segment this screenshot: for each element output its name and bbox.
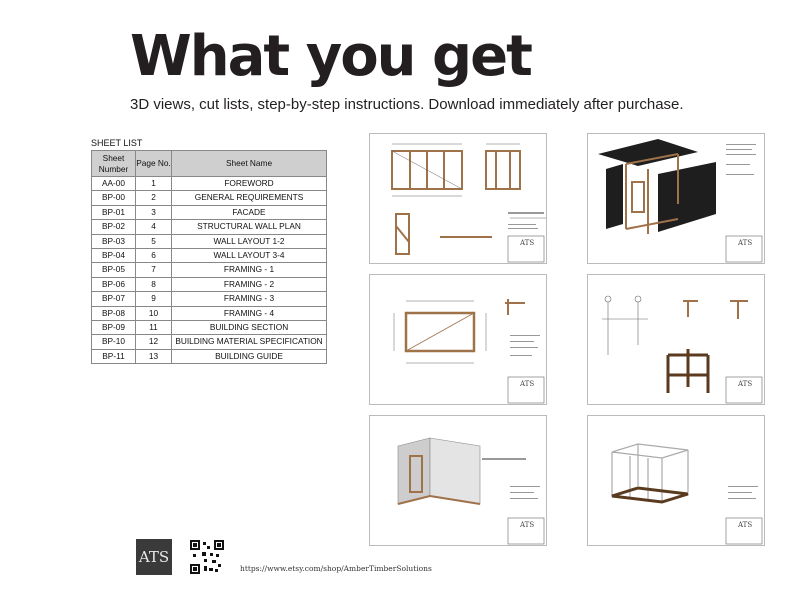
table-row <box>92 177 327 191</box>
cell-page-no: 8 <box>136 277 172 291</box>
table-row <box>92 263 327 277</box>
cell-sheet-number: BP-06 <box>92 277 136 291</box>
cell-sheet-number: BP-01 <box>92 205 136 219</box>
thumbnail-framing-details <box>587 274 765 405</box>
drawing-wall-elevations <box>370 134 546 263</box>
qr-code-icon <box>190 540 224 574</box>
cell-sheet-name: FOREWORD <box>172 177 327 191</box>
table-row <box>92 234 327 248</box>
table-row <box>92 220 327 234</box>
cell-sheet-name: WALL LAYOUT 3-4 <box>172 249 327 263</box>
column-header-sheet-name: Sheet Name <box>172 151 327 177</box>
thumbnail-floor-framing-plan <box>369 274 547 405</box>
cell-page-no: 5 <box>136 234 172 248</box>
shop-url: https://www.etsy.com/shop/AmberTimberSolutions <box>240 564 432 573</box>
drawing-3d-frame-sheathed <box>370 416 546 545</box>
cell-sheet-number: BP-00 <box>92 191 136 205</box>
sheet-list-caption: SHEET LIST <box>91 138 143 148</box>
page-subtitle: 3D views, cut lists, step-by-step instructions. Download immediately after purchase. <box>130 96 684 113</box>
title-block-stamp: ATS <box>520 239 535 247</box>
thumbnail-exploded-3d-view <box>587 133 765 264</box>
cell-sheet-name: FRAMING - 4 <box>172 306 327 320</box>
table-row <box>92 349 327 363</box>
table-row <box>92 306 327 320</box>
cell-page-no: 12 <box>136 335 172 349</box>
cell-page-no: 4 <box>136 220 172 234</box>
cell-sheet-number: BP-02 <box>92 220 136 234</box>
thumbnail-3d-frame-skeleton <box>587 415 765 546</box>
cell-sheet-name: BUILDING SECTION <box>172 321 327 335</box>
cell-sheet-name: STRUCTURAL WALL PLAN <box>172 220 327 234</box>
cell-sheet-name: FACADE <box>172 205 327 219</box>
table-row <box>92 277 327 291</box>
brand-logo: ATS <box>136 539 172 575</box>
cell-sheet-number: AA-00 <box>92 177 136 191</box>
thumbnail-3d-frame-sheathed <box>369 415 547 546</box>
cell-page-no: 1 <box>136 177 172 191</box>
cell-sheet-name: GENERAL REQUIREMENTS <box>172 191 327 205</box>
table-row <box>92 249 327 263</box>
column-header-sheet-number: Sheet Number <box>92 151 136 177</box>
cell-sheet-number: BP-08 <box>92 306 136 320</box>
title-block-stamp: ATS <box>738 521 753 529</box>
column-header-page-no: Page No. <box>136 151 172 177</box>
drawing-exploded-3d-view <box>588 134 764 263</box>
title-block-stamp: ATS <box>520 380 535 388</box>
cell-sheet-number: BP-11 <box>92 349 136 363</box>
cell-page-no: 11 <box>136 321 172 335</box>
drawing-3d-frame-skeleton <box>588 416 764 545</box>
cell-sheet-name: FRAMING - 3 <box>172 292 327 306</box>
cell-sheet-number: BP-03 <box>92 234 136 248</box>
cell-sheet-number: BP-04 <box>92 249 136 263</box>
table-row <box>92 191 327 205</box>
sheet-list <box>91 138 327 364</box>
cell-sheet-number: BP-07 <box>92 292 136 306</box>
sheet-list-table <box>91 150 327 364</box>
table-row <box>92 292 327 306</box>
cell-page-no: 3 <box>136 205 172 219</box>
cell-sheet-name: FRAMING - 2 <box>172 277 327 291</box>
cell-sheet-number: BP-05 <box>92 263 136 277</box>
cell-page-no: 6 <box>136 249 172 263</box>
page-title: What you get <box>130 24 531 89</box>
table-header-row <box>92 151 327 177</box>
drawing-floor-framing-plan <box>370 275 546 404</box>
thumbnail-wall-elevations <box>369 133 547 264</box>
table-row <box>92 205 327 219</box>
cell-sheet-name: BUILDING MATERIAL SPECIFICATION <box>172 335 327 349</box>
cell-sheet-number: BP-09 <box>92 321 136 335</box>
drawing-framing-details <box>588 275 764 404</box>
title-block-stamp: ATS <box>520 521 535 529</box>
cell-sheet-name: WALL LAYOUT 1-2 <box>172 234 327 248</box>
cell-sheet-name: FRAMING - 1 <box>172 263 327 277</box>
title-block-stamp: ATS <box>738 239 753 247</box>
cell-page-no: 2 <box>136 191 172 205</box>
cell-page-no: 7 <box>136 263 172 277</box>
table-row <box>92 335 327 349</box>
table-row <box>92 321 327 335</box>
cell-page-no: 13 <box>136 349 172 363</box>
cell-page-no: 9 <box>136 292 172 306</box>
cell-sheet-name: BUILDING GUIDE <box>172 349 327 363</box>
cell-page-no: 10 <box>136 306 172 320</box>
cell-sheet-number: BP-10 <box>92 335 136 349</box>
title-block-stamp: ATS <box>738 380 753 388</box>
